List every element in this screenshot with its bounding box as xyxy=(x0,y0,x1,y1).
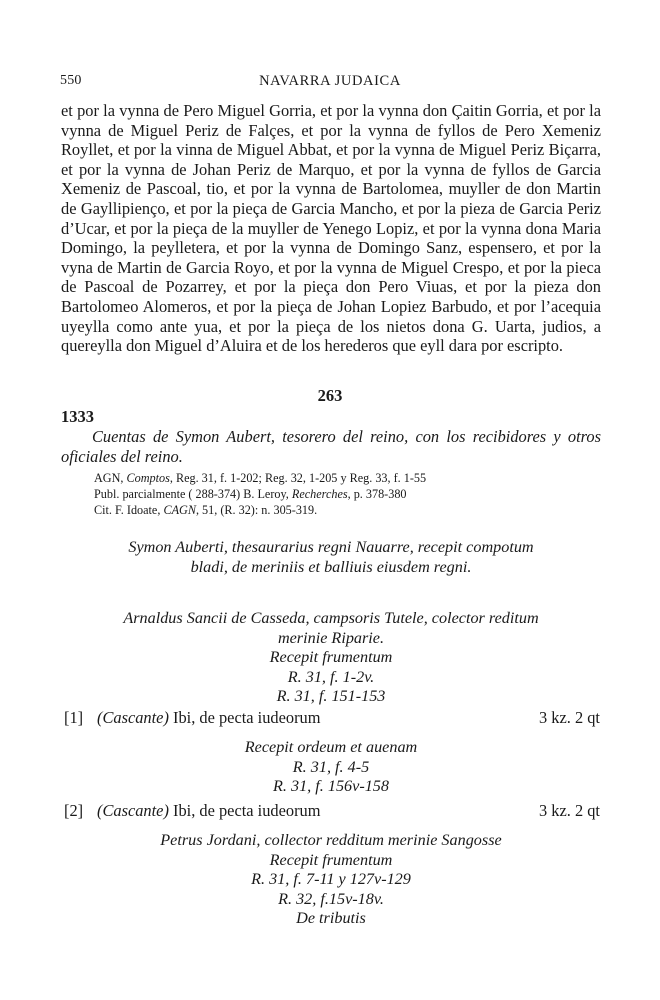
reference-text: Publ. parcialmente ( 288-374) B. Leroy, xyxy=(94,487,292,501)
section-line: Recepit frumentum xyxy=(269,850,393,869)
running-title: NAVARRA JUDAICA xyxy=(259,73,401,89)
section-line: merinie Riparie. xyxy=(277,628,385,647)
section-line: R. 31, f. 151-153 xyxy=(276,687,386,706)
section-line: De tributis xyxy=(296,909,366,928)
reference-text: , Reg. 31, f. 1-202; Reg. 32, 1-205 y Reg. 33, f. 1-55 xyxy=(169,471,427,485)
section-arnaldus xyxy=(61,609,601,707)
reference-line xyxy=(94,486,426,502)
section-line: Recepit ordeum et auenam xyxy=(244,738,418,756)
document-number: 263 xyxy=(317,386,343,405)
entry-text xyxy=(97,801,320,821)
reference-line xyxy=(94,470,426,486)
section-line: R. 32, f.15v-18v. xyxy=(278,889,384,908)
references xyxy=(94,470,426,518)
entry-1 xyxy=(64,708,600,728)
page-number: 550 xyxy=(60,73,82,88)
entry-place: (Cascante) xyxy=(97,708,169,727)
heading-line: bladi, de meriniis et balliuis eiusdem regni. xyxy=(190,557,472,576)
reference-title: Recherches xyxy=(291,487,348,501)
section-line: Arnaldus Sancii de Casseda, campsoris Tutele, colector reditum xyxy=(123,609,539,627)
document-year: 1333 xyxy=(61,407,94,426)
reference-text: , 51, (R. 32): n. 305-319. xyxy=(195,503,318,517)
reference-line xyxy=(94,502,426,518)
reference-text: , p. 378-380 xyxy=(347,487,407,501)
section-line: R. 31, f. 4-5 xyxy=(292,757,370,776)
reference-text: AGN, xyxy=(94,471,127,485)
reference-title: CAGN xyxy=(163,503,196,517)
entry-description: Ibi, de pecta iudeorum xyxy=(168,708,321,727)
entry-amount: 3 kz. 2 qt xyxy=(538,801,600,820)
entry-text xyxy=(97,708,320,728)
heading-line: Symon Auberti, thesaurarius regni Nauarre, recepit compotum xyxy=(128,538,534,556)
entry-amount: 3 kz. 2 qt xyxy=(538,708,600,727)
reference-text: Cit. F. Idoate, xyxy=(94,503,164,517)
section-line: R. 31, f. 156v-158 xyxy=(273,777,389,796)
section-petrus xyxy=(61,831,601,929)
section-line: Recepit frumentum xyxy=(269,648,393,667)
entry-number: [1] xyxy=(64,708,84,727)
reference-title: Comptos xyxy=(126,471,170,485)
section-line: R. 31, f. 1-2v. xyxy=(287,667,375,686)
entry-description: Ibi, de pecta iudeorum xyxy=(168,801,321,820)
section-ordeum xyxy=(61,738,601,797)
entry-number: [2] xyxy=(64,801,84,820)
entry-2 xyxy=(64,801,600,821)
section-line: R. 31, f. 7-11 y 127v-129 xyxy=(251,870,411,889)
section-line: Petrus Jordani, collector redditum merinie Sangosse xyxy=(160,831,502,849)
document-heading xyxy=(61,538,601,577)
continuation-paragraph: et por la vynna de Pero Miguel Gorria, et por la vynna don Çaitin Gorria, et por la vynna de Miguel Periz de Falçes, et por la vynna de fyllos de Pero Xemeniz Royllet, et por la vinna de Miguel Abbat, et por la vynna de Miguel Periz Biçarra, et por la vynna de Johan Periz de Marquo, et por la vynna de fyllos de Garcia Xemeniz de Pascoal, tio, et por la vynna de Bartolomea, muyller de don Martin de Gayllipienço, et por la pieça de Garcia Mancho, et por la pieza de Garcia Periz d’Ucar, et por la pieça de la muyller de Yenego Lopiz, et por la vynna dona Maria Domingo, la peylletera, et por la vynna de Domingo Sanz, espensero, et por la vyna de Martin de Garcia Royo, et por la vynna de Miguel Crespo, et por la pieca de Pascoal de Pozarrey, et por la pieça don Pero Viuas, et por la pieza don Bartolomeo Alomeros, et por la pieça de Johan Lopiez Barbudo, et por l’acequia uyeylla como ante yua, et por la pieça de los nietos dona G. Uarta, judios, a quereylla don Miguel d’Aluira et de los herederos que eyll dara por escripto. xyxy=(61,101,601,356)
document-summary: Cuentas de Symon Aubert, tesorero del reino, con los recibidores y otros oficiales del reino. xyxy=(61,427,601,466)
entry-place: (Cascante) xyxy=(97,801,169,820)
